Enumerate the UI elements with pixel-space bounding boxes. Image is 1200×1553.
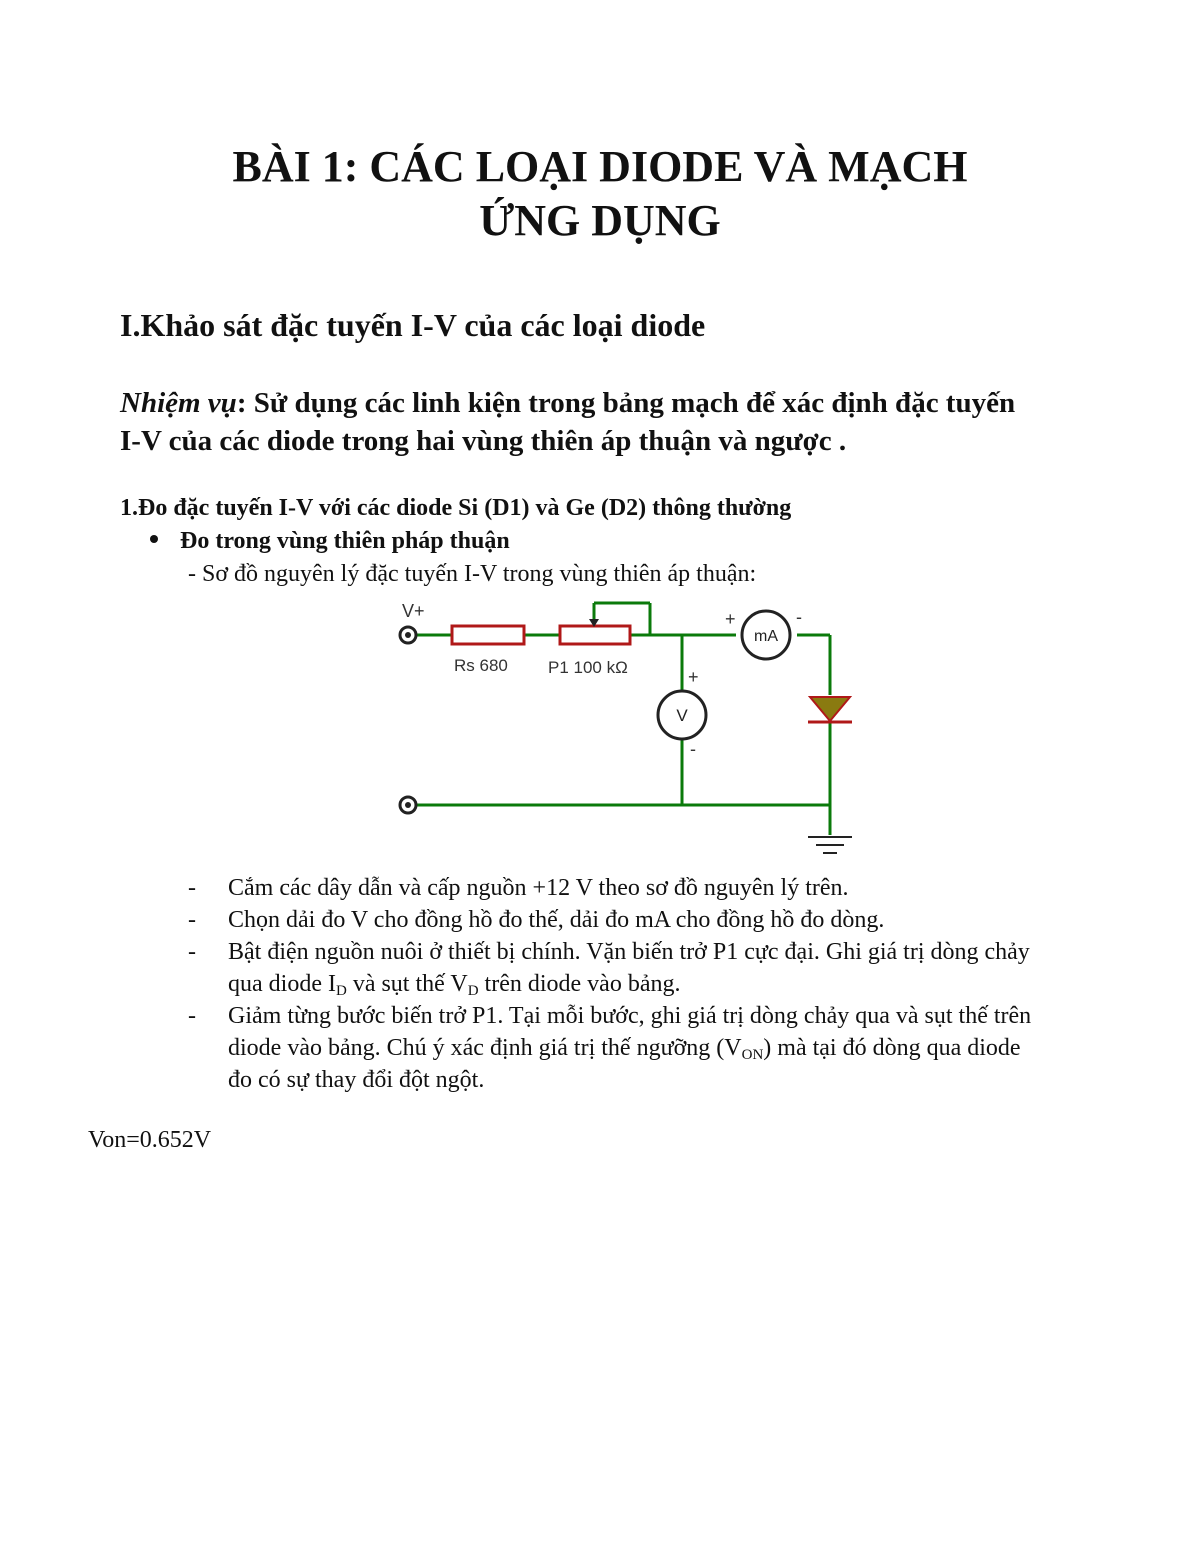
ammeter-label: mA bbox=[754, 628, 778, 645]
task-paragraph bbox=[120, 384, 1040, 460]
resistor-rs bbox=[452, 626, 524, 644]
step-4-text-a: Giảm từng bước biến trở P1. Tại mỗi bước, ghi giá trị dòng chảy qua và sụt thế trên diode vào bảng. Chú ý xác định giá trị thế ngưỡng (V bbox=[228, 1003, 1032, 1061]
step-3-text-c: trên diode vào bảng. bbox=[478, 971, 681, 997]
step-dash: - bbox=[188, 875, 196, 901]
von-result: Von=0.652V bbox=[88, 1127, 212, 1153]
p1-label: P1 100 kΩ bbox=[548, 658, 628, 677]
step-dash: - bbox=[188, 907, 196, 933]
title-line-1: BÀI 1: CÁC LOẠI DIODE VÀ MẠCH bbox=[232, 142, 968, 191]
step-1-text: Cắm các dây dẫn và cấp nguồn +12 V theo sơ đồ nguyên lý trên. bbox=[228, 875, 849, 901]
step-3-text-b: và sụt thế V bbox=[346, 971, 468, 997]
task-label: Nhiệm vụ bbox=[120, 387, 237, 419]
diode-icon bbox=[808, 697, 852, 722]
step-3-sub-d: D bbox=[335, 983, 347, 999]
step-2 bbox=[188, 904, 1048, 936]
vplus-label: V+ bbox=[402, 601, 425, 621]
task-text: Sử dụng các linh kiện trong bảng mạch để xác định đặc tuyến I-V của các diode trong hai vùng thiên áp thuận và ngược . bbox=[120, 387, 1016, 457]
step-1 bbox=[188, 872, 1048, 904]
vplus-terminal-icon bbox=[400, 627, 416, 643]
title-line-2: ỨNG DỤNG bbox=[479, 196, 721, 245]
bullet-dot-icon bbox=[150, 535, 158, 543]
step-dash: - bbox=[188, 1003, 196, 1029]
ammeter-plus-label: + bbox=[725, 609, 736, 629]
procedure-steps bbox=[188, 872, 1048, 1096]
step-4-text-b: ) mà tại đó dòng qua diode đo có sự thay đổi đột ngột. bbox=[228, 1035, 1021, 1093]
schema-caption: - Sơ đồ nguyên lý đặc tuyến I-V trong vùng thiên áp thuận: bbox=[188, 561, 757, 587]
section-heading: I.Khảo sát đặc tuyến I-V của các loại diode bbox=[120, 307, 706, 343]
rs-label: Rs 680 bbox=[454, 656, 508, 675]
step-4-sub-on: ON bbox=[741, 1047, 764, 1063]
step-3-text-a: Bật điện nguồn nuôi ở thiết bị chính. Vặn biến trở P1 cực đại. Ghi giá trị dòng chảy qua diode I bbox=[228, 939, 1030, 997]
voltmeter-plus-label: + bbox=[688, 667, 699, 687]
ground-icon bbox=[808, 837, 852, 853]
circuit-diagram bbox=[380, 595, 860, 867]
step-2-text: Chọn dải đo V cho đồng hồ đo thế, dải đo mA cho đồng hồ đo dòng. bbox=[228, 907, 885, 933]
bullet-text: Đo trong vùng thiên pháp thuận bbox=[180, 528, 510, 554]
bullet-item bbox=[150, 525, 510, 557]
subsection-heading: 1.Đo đặc tuyến I-V với các diode Si (D1) và Ge (D2) thông thường bbox=[120, 495, 792, 521]
task-colon: : bbox=[236, 387, 247, 419]
step-3-sub-d2: D bbox=[467, 983, 479, 999]
ground-terminal-icon bbox=[400, 797, 416, 813]
page-title bbox=[0, 140, 1200, 248]
step-dash: - bbox=[188, 939, 196, 965]
voltmeter-minus-label: - bbox=[690, 739, 696, 759]
voltmeter-label: V bbox=[676, 706, 688, 725]
step-3 bbox=[188, 936, 1048, 1000]
potentiometer-p1 bbox=[560, 626, 630, 644]
ammeter-minus-label: - bbox=[796, 607, 802, 627]
step-4 bbox=[188, 1000, 1048, 1096]
